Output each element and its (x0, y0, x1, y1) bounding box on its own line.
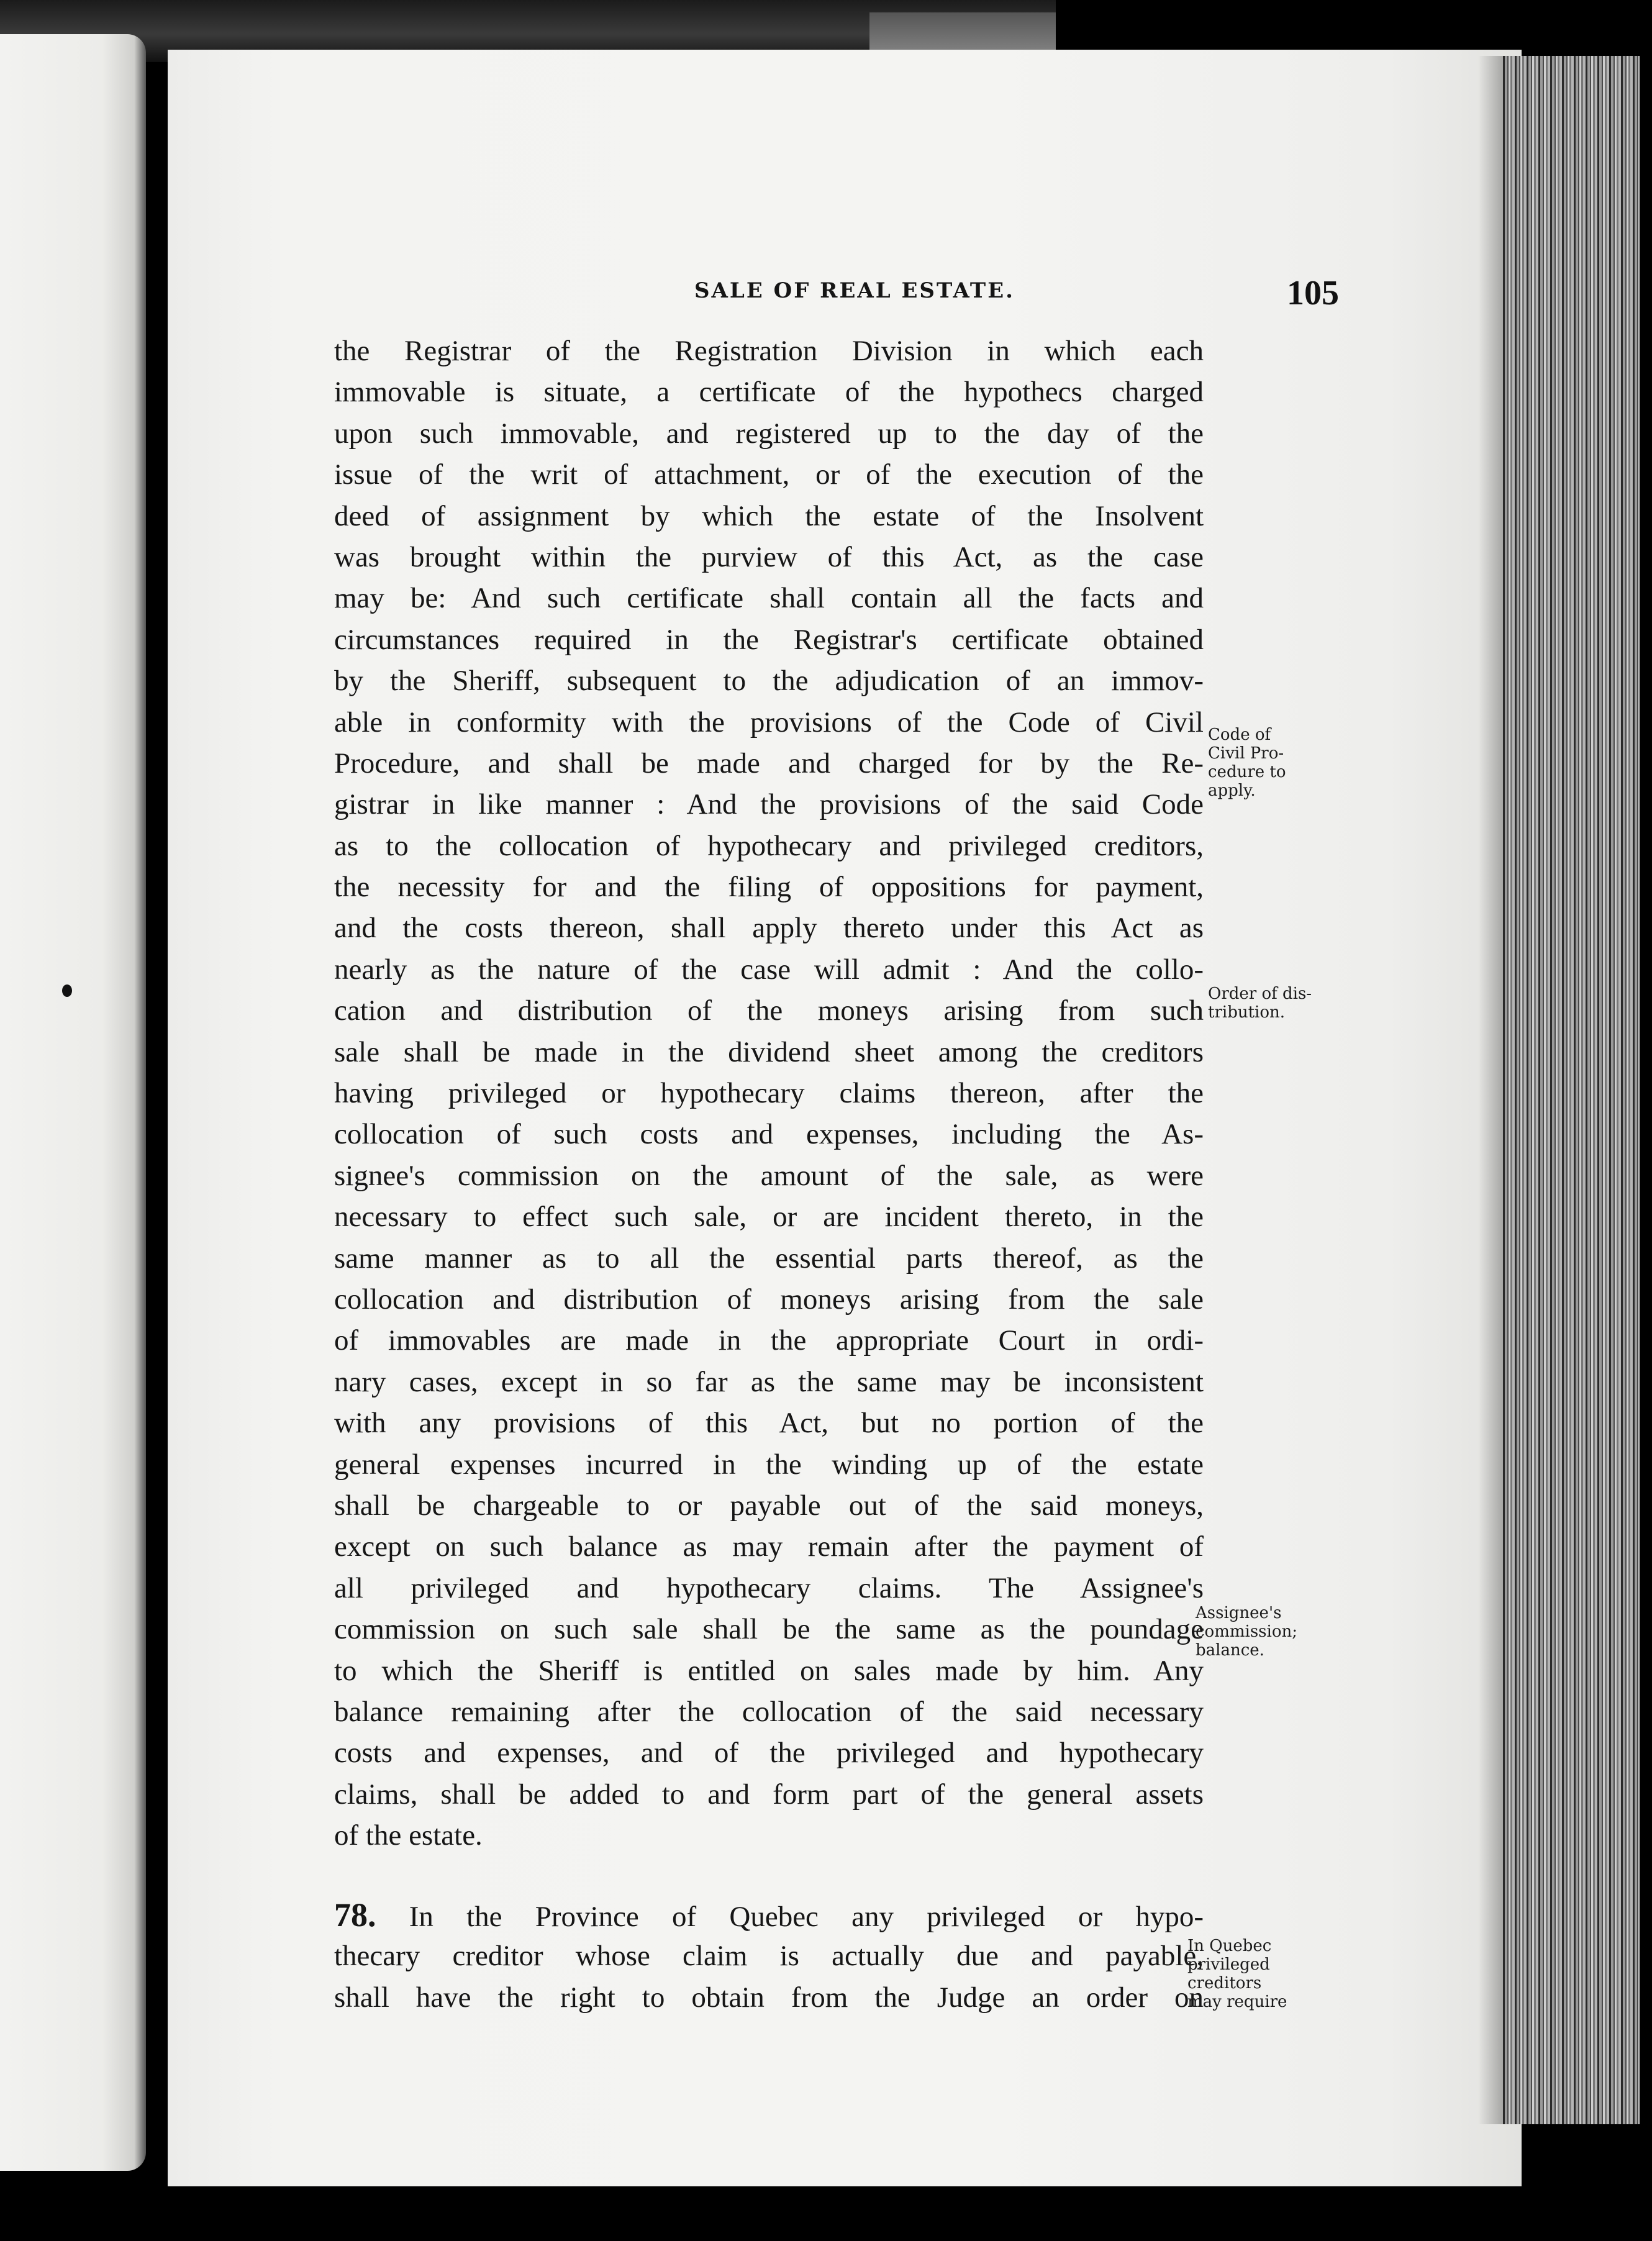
body-line: nearly as the nature of the case will admit : And the collo- (334, 953, 1204, 986)
body-line: same manner as to all the essential parts thereof, as the (334, 1242, 1204, 1275)
body-paragraph (334, 330, 1204, 1856)
marginal-note-line: cedure to (1208, 763, 1286, 781)
marginal-note-line: commission; (1196, 1622, 1297, 1641)
body-line: to which the Sheriff is entitled on sales made by him. Any (334, 1654, 1204, 1687)
body-line: costs and expenses, and of the privileged and hypothecary (334, 1737, 1204, 1770)
body-line: circumstances required in the Registrar's certificate obtained (334, 623, 1204, 656)
marginal-note-line: Code of (1208, 725, 1271, 744)
section-line: thecary creditor whose claim is actually due and payable, (334, 1940, 1204, 1973)
body-line: of the estate. (334, 1819, 483, 1852)
marginal-note-code-of-civil-procedure (1208, 725, 1286, 800)
marginal-note-line: privileged (1187, 1955, 1270, 1974)
body-line: collocation and distribution of moneys arising from the sale (334, 1283, 1204, 1316)
marginal-note-assignees-commission (1196, 1604, 1297, 1660)
body-line: the necessity for and the filing of oppositions for payment, (334, 871, 1204, 904)
left-facing-page (0, 34, 146, 2171)
body-line: balance remaining after the collocation of the said necessary (334, 1695, 1204, 1728)
body-line: deed of assignment by which the estate of the Insolvent (334, 499, 1204, 532)
body-line: upon such immovable, and registered up to the day of the (334, 417, 1204, 450)
body-line: necessary to effect such sale, or are incident thereto, in the (334, 1201, 1204, 1234)
marginal-note-line: Order of dis- (1208, 984, 1312, 1003)
body-line: general expenses incurred in the winding up of the estate (334, 1448, 1204, 1481)
body-line: was brought within the purview of this Act, as the case (334, 540, 1204, 573)
body-line: collocation of such costs and expenses, including the As- (334, 1118, 1204, 1151)
section-78 (334, 1894, 1204, 2018)
running-head: SALE OF REAL ESTATE. (694, 278, 1015, 303)
body-line: of immovables are made in the appropriate Court in ordi- (334, 1324, 1204, 1357)
body-line: nary cases, except in so far as the same may be inconsistent (334, 1365, 1204, 1398)
body-line: commission on such sale shall be the same as the poundage (334, 1613, 1204, 1646)
body-line: immovable is situate, a certificate of the hypothecs charged (334, 376, 1204, 409)
section-first-line-text: In the Province of Quebec any privileged or hypo- (409, 1901, 1204, 1933)
page-number: 105 (1287, 274, 1339, 312)
body-line: having privileged or hypothecary claims thereon, after the (334, 1077, 1204, 1110)
body-line: Procedure, and shall be made and charged for by the Re- (334, 747, 1204, 780)
body-line: may be: And such certificate shall contain all the facts and (334, 582, 1204, 615)
left-page-mark (62, 984, 72, 997)
body-line: gistrar in like manner : And the provisions of the said Code (334, 788, 1204, 821)
body-line: and the costs thereon, shall apply thereto under this Act as (334, 912, 1204, 945)
marginal-note-line: tribution. (1208, 1003, 1286, 1022)
page-edges (1503, 56, 1640, 2124)
body-line: cation and distribution of the moneys arising from such (334, 994, 1204, 1027)
body-line: issue of the writ of attachment, or of the execution of the (334, 458, 1204, 491)
body-line: as to the collocation of hypothecary and privileged creditors, (334, 829, 1204, 862)
marginal-note-line: In Quebec (1187, 1937, 1272, 1955)
section-line: shall have the right to obtain from the Judge an order on (334, 1981, 1204, 2014)
body-line: except on such balance as may remain after the payment of (334, 1530, 1204, 1563)
marginal-note-line: Civil Pro- (1208, 744, 1284, 763)
body-line: the Registrar of the Registration Division in which each (334, 335, 1204, 367)
marginal-note-quebec-creditors (1187, 1937, 1287, 2011)
body-line: claims, shall be added to and form part of the general assets (334, 1778, 1204, 1811)
marginal-note-line: may require (1187, 1993, 1287, 2011)
body-line: signee's commission on the amount of the sale, as were (334, 1159, 1204, 1192)
section-number: 78. (334, 1896, 376, 1934)
marginal-note-line: apply. (1208, 781, 1256, 800)
body-line: shall be chargeable to or payable out of the said moneys, (334, 1489, 1204, 1522)
marginal-note-line: balance. (1196, 1641, 1264, 1660)
marginal-note-line: Assignee's (1196, 1604, 1282, 1622)
body-line: sale shall be made in the dividend sheet among the creditors (334, 1035, 1204, 1068)
marginal-note-line: creditors (1187, 1974, 1262, 1993)
body-line: all privileged and hypothecary claims. The Assignee's (334, 1571, 1204, 1604)
section-first-line (334, 1894, 1204, 1935)
body-line: with any provisions of this Act, but no portion of the (334, 1407, 1204, 1440)
body-line: by the Sheriff, subsequent to the adjudication of an immov- (334, 665, 1204, 698)
marginal-note-order-of-distribution (1208, 984, 1312, 1022)
body-line: able in conformity with the provisions of the Code of Civil (334, 706, 1204, 739)
